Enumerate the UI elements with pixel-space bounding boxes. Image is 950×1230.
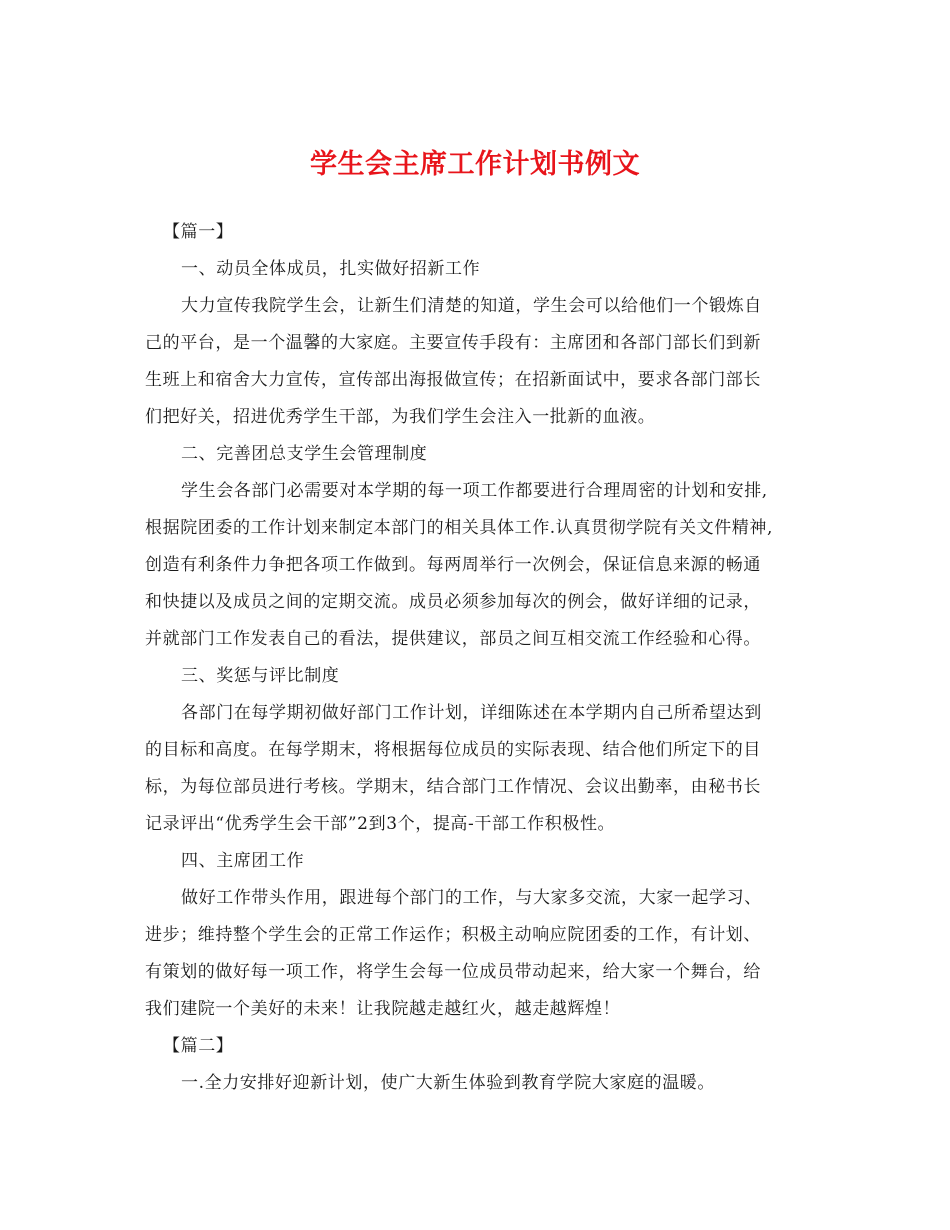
paragraph-line: 创造有利条件力争把各项工作做到。每两周举行一次例会，保证信息来源的畅通	[145, 555, 761, 575]
paragraph-line: 进步；维持整个学生会的正常工作运作；积极主动响应院团委的工作，有计划、	[145, 925, 761, 945]
section-heading-part-one: 【篇一】	[163, 222, 234, 242]
document-title: 学生会主席工作计划书例文	[310, 149, 640, 180]
paragraph-line: 的目标和高度。在每学期末，将根据每位成员的实际表现、结合他们所定下的目	[145, 740, 761, 760]
paragraph-line: 有策划的做好每一项工作，将学生会每一位成员带动起来，给大家一个舞台，给	[145, 962, 761, 982]
paragraph-line: 和快捷以及成员之间的定期交流。成员必须参加每次的例会，做好详细的记录，	[145, 592, 761, 612]
paragraph-line: 们把好关，招进优秀学生干部，为我们学生会注入一批新的血液。	[145, 407, 656, 427]
subheading: 四、主席团工作	[181, 851, 305, 871]
paragraph-line: 并就部门工作发表自己的看法，提供建议，部员之间互相交流工作经验和心得。	[145, 629, 761, 649]
paragraph-line: 大力宣传我院学生会，让新生们清楚的知道，学生会可以给他们一个锻炼自	[181, 296, 762, 316]
paragraph-line: 记录评出“优秀学生会干部”2到3个，提高-干部工作积极性。	[145, 814, 616, 834]
paragraph-line: 生班上和宿舍大力宣传，宣传部出海报做宣传；在招新面试中，要求各部门部长	[145, 370, 761, 390]
paragraph-line: 己的平台，是一个温馨的大家庭。主要宣传手段有：主席团和各部门部长们到新	[145, 333, 761, 353]
paragraph-line: 做好工作带头作用，跟进每个部门的工作，与大家多交流，大家一起学习、	[181, 888, 762, 908]
paragraph-line: 各部门在每学期初做好部门工作计划，详细陈述在本学期内自己所希望达到	[181, 703, 762, 723]
subheading: 一.全力安排好迎新计划，使广大新生体验到教育学院大家庭的温暖。	[181, 1073, 716, 1093]
section-heading-part-two: 【篇二】	[163, 1036, 234, 1056]
paragraph-line: 我们建院一个美好的未来！让我院越走越红火，越走越辉煌！	[145, 999, 621, 1019]
paragraph-line: 根据院团委的工作计划来制定本部门的相关具体工作.认真贯彻学院有关文件精神,	[145, 518, 774, 538]
paragraph-line: 标，为每位部员进行考核。学期末，结合部门工作情况、会议出勤率，由秘书长	[145, 777, 761, 797]
subheading: 三、奖惩与评比制度	[181, 666, 340, 686]
subheading: 二、完善团总支学生会管理制度	[181, 444, 428, 464]
paragraph-line: 学生会各部门必需要对本学期的每一项工作都要进行合理周密的计划和安排,	[181, 481, 768, 501]
subheading: 一、动员全体成员，扎实做好招新工作	[181, 259, 481, 279]
